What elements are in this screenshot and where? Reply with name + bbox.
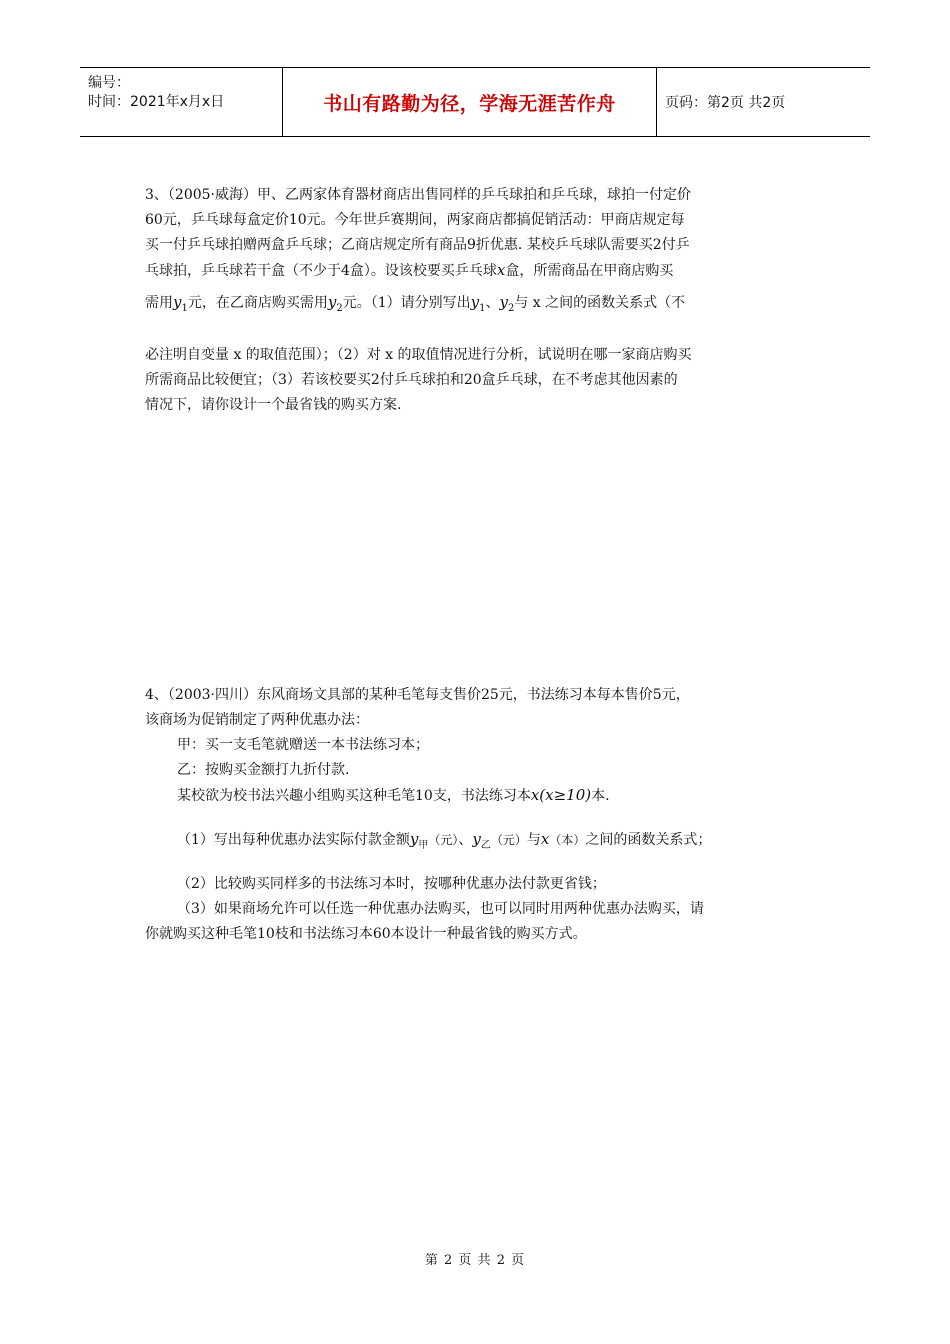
q4-line: 你就购买这种毛笔10枝和书法练习本60本设计一种最省钱的购买方式。 [145,926,587,942]
time-label: 时间：2021年x月x日 [88,94,225,110]
variable-y-yi: $y_乙$ [472,830,491,851]
q3-text: 、 [485,295,500,311]
header-motto: 书山有路勤为径，学海无涯苦作舟 [323,92,616,115]
q4-text: 、 [458,832,473,848]
q3-line: 情况下，请你设计一个最省钱的购买方案. [145,397,402,413]
q3-text: 乓球拍，乒乓球若干盒（不少于4盒）。设该校要买乒乓球 [145,263,497,279]
expression-x-range: x(x≥10) [530,786,592,804]
question-4 [145,683,807,947]
q3-line: 60元，乒乓球每盒定价10元。今年世乒赛期间，两家商店都搞促销活动：甲商店规定每 [145,212,685,228]
q4-line: 乙：按购买金额打九折付款. [177,762,350,778]
q3-line: 买一付乒乓球拍赠两盒乒乓球；乙商店规定所有商品9折优惠. 某校乒乓球队需要买2付乒 [145,237,690,253]
q4-line: 甲：买一支毛笔就赠送一本书法练习本； [177,737,429,753]
page-header [80,67,870,137]
q3-text: 需用 [145,295,173,311]
q4-text: （1）写出每种优惠办法实际付款金额 [177,832,410,848]
variable-y2: $y_2$ [499,293,515,314]
q4-line: （2）比较购买同样多的书法练习本时，按哪种优惠办法付款更省钱； [177,876,606,892]
q4-line: 4、（2003·四川）东风商场文具部的某种毛笔每支售价25元，书法练习本每本售价5元， [145,687,690,703]
q4-line [145,827,807,858]
variable-x: x [496,261,506,279]
q4-line: 该商场为促销制定了两种优惠办法： [145,712,369,728]
unit-yuan: （元） [490,833,527,847]
q4-line [145,783,807,809]
variable-x: x [540,830,550,848]
q3-text: 与 x 之间的函数关系式（不 [514,295,686,311]
variable-y1: $y_1$ [470,293,486,314]
q3-text: 元。（1）请分别写出 [342,295,471,311]
q4-text: 与 [526,832,541,848]
q4-text: 本. [591,788,610,804]
variable-y1: $y_1$ [173,293,188,314]
variable-y2: $y_2$ [327,293,343,314]
page-footer: 第 2 页 共 2 页 [424,1253,526,1268]
q3-line: 所需商品比较便宜；（3）若该校要买2付乒乓球拍和20盒乒乓球，在不考虑其他因素的 [145,372,678,388]
q3-line [145,290,807,321]
question-3 [145,183,807,418]
q4-line: （3）如果商场允许可以任选一种优惠办法购买，也可以同时用两种优惠办法购买，请 [177,901,704,917]
unit-yuan: （元） [428,833,459,847]
unit-ben: （本） [549,833,586,847]
q3-text: 元，在乙商店购买需用 [187,295,328,311]
q3-line: 必注明自变量 x 的取值范围）；（2）对 x 的取值情况进行分析，试说明在哪一家商店购买 [145,347,692,363]
header-divider [656,68,657,136]
variable-y-jia: $y_甲$ [409,830,429,851]
number-label: 编号： [88,75,130,91]
header-meta [88,74,283,112]
q3-line [145,258,807,284]
q4-text: 某校欲为校书法兴趣小组购买这种毛笔10支，书法练习本 [177,788,531,804]
header-page-info: 页码：第2页 共2页 [665,95,786,111]
q3-line: 3、（2005·威海）甲、乙两家体育器材商店出售同样的乒乓球拍和乒乓球，球拍一付定价 [145,187,691,203]
q3-text: 盒，所需商品在甲商店购买 [505,263,674,279]
q4-text: 之间的函数关系式； [585,832,712,848]
